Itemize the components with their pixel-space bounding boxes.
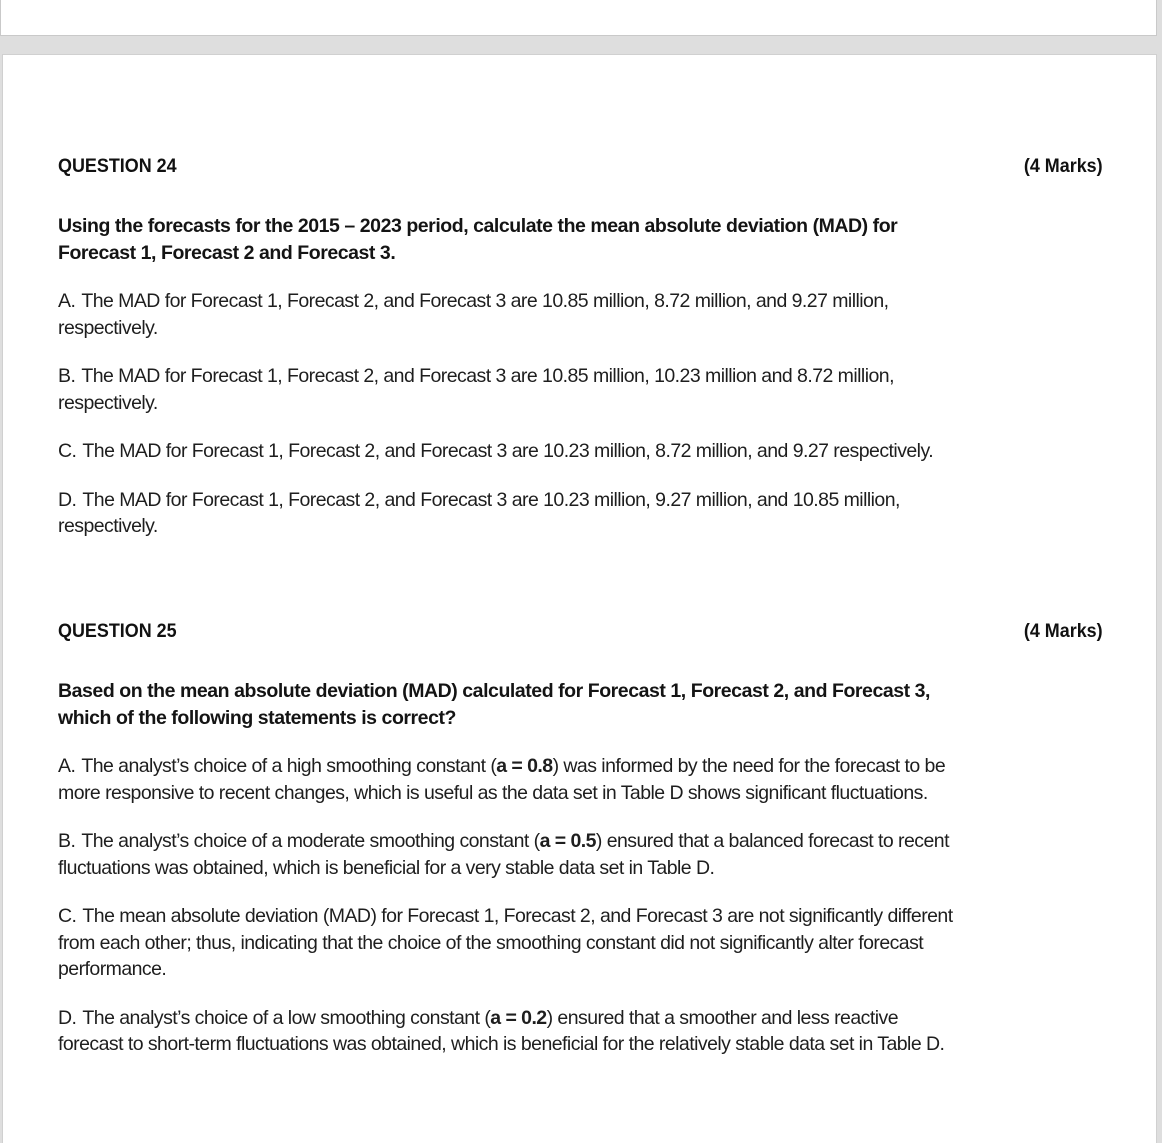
- option-letter: B.: [58, 830, 76, 852]
- smoothing-constant: a = 0.8: [496, 755, 553, 777]
- question-title: QUESTION 24: [58, 155, 177, 177]
- answer-option-a[interactable]: [58, 288, 964, 341]
- question-header: [58, 620, 1103, 646]
- answer-option-a[interactable]: [58, 753, 964, 806]
- question-25: [58, 620, 1103, 1058]
- option-text: The MAD for Forecast 1, Forecast 2, and Forecast 3 are 10.23 million, 8.72 million, and 9.27 respectively.: [82, 440, 934, 462]
- option-letter: A.: [58, 290, 76, 312]
- question-marks: (4 Marks): [1024, 620, 1103, 642]
- option-text: The MAD for Forecast 1, Forecast 2, and Forecast 3 are 10.85 million, 10.23 million and 8.72 million, respectively.: [58, 365, 894, 414]
- option-text-before: The analyst’s choice of a low smoothing constant (: [82, 1006, 491, 1029]
- option-text-before: The analyst’s choice of a high smoothing constant (: [81, 755, 497, 777]
- option-text: The mean absolute deviation (MAD) for Forecast 1, Forecast 2, and Forecast 3 are not significantly different from each other; thus, indicating that the choice of the smoothing constant did not significantly alter forecast performance.: [58, 905, 953, 980]
- option-text-before: The analyst’s choice of a moderate smoothing constant (: [81, 830, 540, 852]
- option-letter: A.: [58, 755, 76, 777]
- question-marks: (4 Marks): [1024, 155, 1103, 177]
- answer-option-d[interactable]: [58, 1005, 964, 1058]
- document-page: [2, 54, 1157, 1143]
- answer-option-c[interactable]: [58, 903, 964, 983]
- question-prompt: Based on the mean absolute deviation (MAD) calculated for Forecast 1, Forecast 2, and Forecast 3, which of the following statements is correct?: [58, 680, 931, 729]
- question-prompt: Using the forecasts for the 2015 – 2023 period, calculate the mean absolute deviation (MAD) for Forecast 1, Forecast 2 and Forecast 3.: [58, 215, 898, 264]
- option-text-after: ) ensured that a balanced forecast to recent fluctuations was obtained, which is beneficial for a very stable data set in Table D.: [58, 830, 949, 879]
- answer-option-b[interactable]: [58, 828, 964, 881]
- option-text-after: ) was informed by the need for the forecast to be more responsive to recent changes, which is useful as the data set in Table D shows significant fluctuations.: [58, 755, 946, 804]
- option-letter: C.: [58, 905, 77, 927]
- question-header: [58, 155, 1103, 181]
- question-title: QUESTION 25: [58, 620, 177, 642]
- smoothing-constant: a = 0.5: [539, 830, 596, 852]
- option-letter: B.: [58, 365, 76, 387]
- option-letter: C.: [58, 440, 77, 462]
- question-24: [58, 155, 1103, 540]
- answer-option-b[interactable]: [58, 363, 964, 416]
- previous-page-edge: [0, 0, 1157, 36]
- option-text: The MAD for Forecast 1, Forecast 2, and Forecast 3 are 10.85 million, 8.72 million, and 9.27 million, respectively.: [58, 290, 889, 339]
- option-letter: D.: [58, 1006, 77, 1029]
- option-text-after: ) ensured that a smoother and less reactive forecast to short-term fluctuations was obtained, which is beneficial for the relatively stable data set in Table D.: [58, 1006, 945, 1055]
- smoothing-constant: a = 0.2: [490, 1006, 547, 1029]
- option-text: The MAD for Forecast 1, Forecast 2, and Forecast 3 are 10.23 million, 9.27 million, and 10.85 million, respectively.: [58, 488, 900, 537]
- answer-option-d[interactable]: [58, 487, 964, 540]
- option-letter: D.: [58, 488, 77, 511]
- answer-option-c[interactable]: [58, 438, 964, 465]
